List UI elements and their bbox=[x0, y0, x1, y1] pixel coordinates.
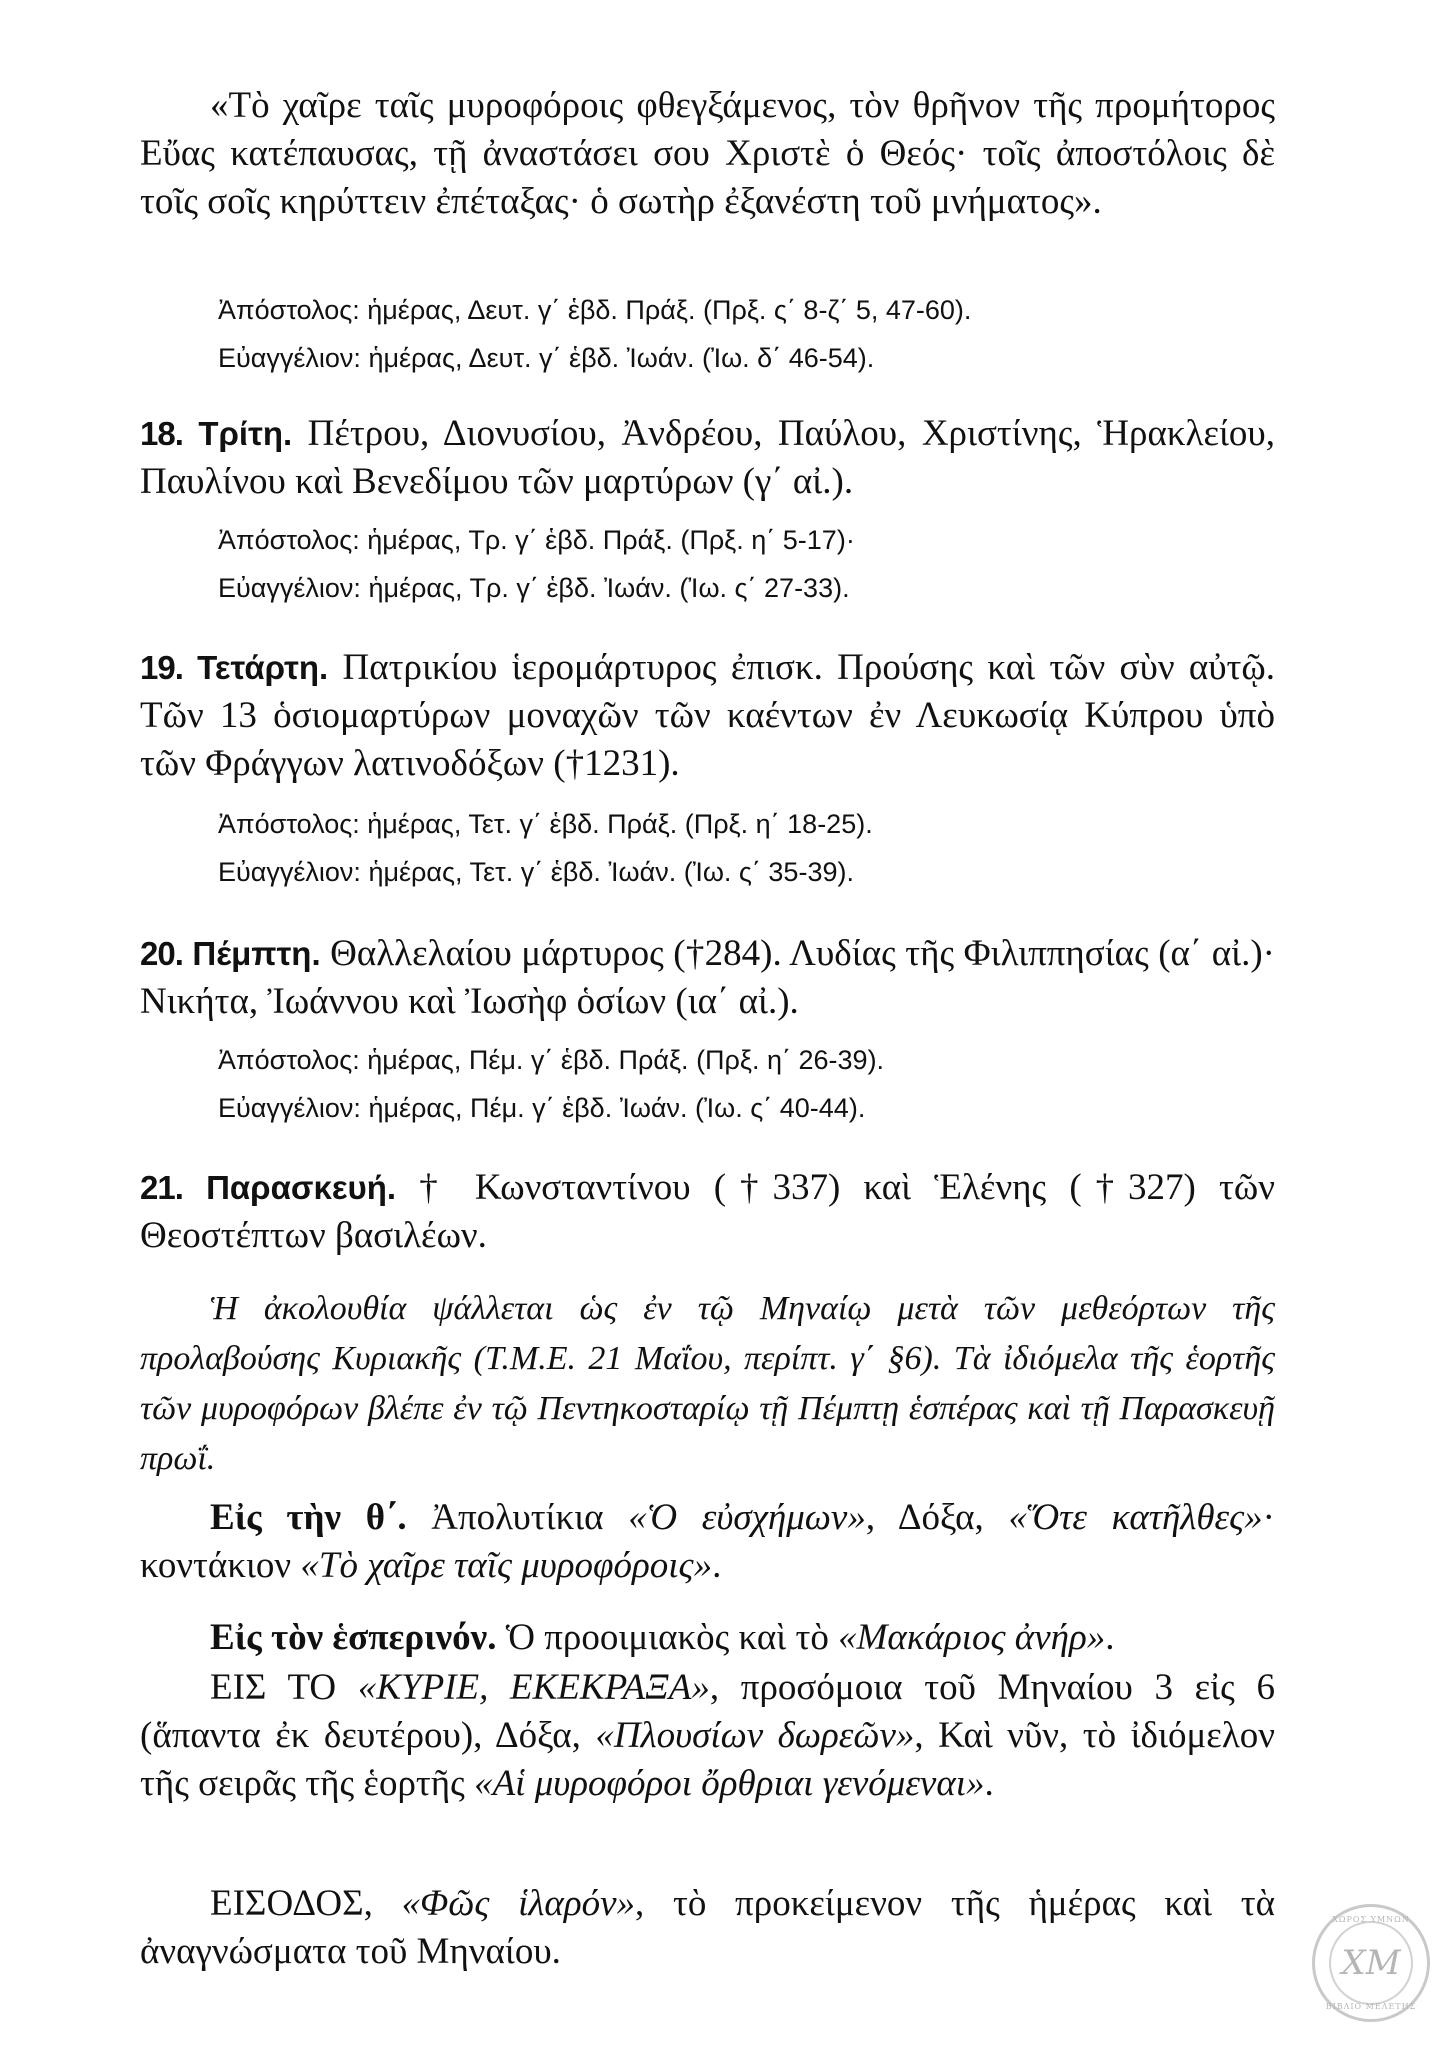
entry-19-day: Τετάρτη. bbox=[197, 649, 329, 686]
entrance-quote-1: «Φῶς ἱλαρόν» bbox=[401, 1883, 636, 1924]
rubric-text: Ἡ ἀκολουθία ψάλλεται ὡς ἐν τῷ Μηναίῳ μετὰ τῶν μεθεόρτων τῆς προλαβούσης Κυριακῆς (Τ.Μ.Ε. 21 Μαΐου, περίπτ. γ΄ §6). Τὰ ἰδιόμελα τῆς ἑορτῆς τῶν μυροφόρων βλέπε ἐν τῷ Πεντηκοσταρίῳ τῇ Πέμπτῃ ἑσπέρας καὶ τῇ Παρασκευῇ πρωΐ. bbox=[140, 1290, 1275, 1477]
ninth-hour-text-2: , Δόξα, bbox=[865, 1497, 1009, 1538]
ninth-hour-text-1: Ἀπολυτίκια bbox=[406, 1497, 629, 1538]
kyrie-quote-3: «Αἱ μυροφόροι ὄρθριαι γενόμεναι» bbox=[474, 1763, 985, 1804]
entrance-text-2: , τὸ προκείμενον τῆς ἡμέρας καὶ τὰ ἀναγνώσματα τοῦ Μηναίου. bbox=[140, 1883, 1275, 1972]
stamp-bottom-text: ΒΙΒΛΙΟ ΜΕΛΕΤΗΣ bbox=[1325, 2002, 1417, 2011]
intro-readings bbox=[218, 286, 1353, 382]
entry-20-day: Πέμπτη. bbox=[192, 935, 321, 972]
ninth-hour-quote-2: «Ὅτε κατῆλθες» bbox=[1008, 1497, 1263, 1538]
entry-20-readings bbox=[218, 1036, 1353, 1132]
entrance-text-1: ΕΙΣΟΔΟΣ, bbox=[210, 1883, 402, 1924]
entry-18-day: Τρίτη. bbox=[198, 415, 293, 452]
rubric-block bbox=[140, 1284, 1275, 1484]
ninth-hour-quote-1: «Ὁ εὐσχήμων» bbox=[628, 1497, 866, 1538]
intro-gospel: Εὐαγγέλιον: ἡμέρας, Δευτ. γ΄ ἑβδ. Ἰωάν. (Ἰω. δ΄ 46-54). bbox=[218, 343, 875, 373]
entry-21-number: 21. bbox=[140, 1169, 183, 1206]
entry-21-day: Παρασκευή. bbox=[206, 1169, 397, 1206]
entry-18-readings bbox=[218, 516, 1353, 612]
ninth-hour-text-4: . bbox=[712, 1545, 722, 1586]
kyrie-text-3: , Καὶ νῦν, τὸ ἰδιόμελον τῆς σειρᾶς τῆς ἑορτῆς bbox=[140, 1715, 1275, 1804]
entry-21 bbox=[140, 1164, 1275, 1260]
vespers-text-2: . bbox=[1105, 1617, 1115, 1658]
intro-text: «Τὸ χαῖρε ταῖς μυροφόροις φθεγξάμενος, τὸν θρῆνον τῆς προμήτορος Εὔας κατέπαυσας, τῇ ἀναστάσει σου Χριστὲ ὁ Θεός· τοῖς ἀποστόλοις δὲ τοῖς σοῖς κηρύττειν ἐπέταξας· ὁ σωτὴρ ἐξανέστη τοῦ μνήματος». bbox=[140, 85, 1275, 222]
entry-19-readings bbox=[218, 800, 1353, 896]
vespers-lead: Εἰς τὸν ἑσπερινόν. bbox=[210, 1617, 497, 1658]
ninth-hour-text-3: · κοντάκιον bbox=[140, 1497, 1275, 1586]
stamp-top-text: ΧΩΡΟΣ ΥΜΝΩΝ bbox=[1332, 1915, 1410, 1924]
kyrie-quote-2: «Πλουσίων δωρεῶν» bbox=[595, 1715, 915, 1756]
entrance-paragraph bbox=[140, 1880, 1275, 1976]
entry-18-number: 18. bbox=[140, 415, 183, 452]
kyrie-text-1: ΕΙΣ ΤΟ bbox=[210, 1667, 358, 1708]
intro-block bbox=[140, 82, 1275, 226]
entry-20-gospel: Εὐαγγέλιον: ἡμέρας, Πέμ. γ΄ ἑβδ. Ἰωάν. (Ἰω. ς΄ 40-44). bbox=[218, 1093, 866, 1123]
entry-18-gospel: Εὐαγγέλιον: ἡμέρας, Τρ. γ΄ ἑβδ. Ἰωάν. (Ἰω. ς΄ 27-33). bbox=[218, 573, 850, 603]
entry-19 bbox=[140, 644, 1275, 788]
kyrie-quote-1: «ΚΥΡΙΕ, ΕΚΕΚΡΑΞΑ» bbox=[357, 1667, 710, 1708]
intro-apostle: Ἀπόστολος: ἡμέρας, Δευτ. γ΄ ἑβδ. Πράξ. (Πρξ. ς΄ 8-ζ΄ 5, 47-60). bbox=[218, 295, 972, 325]
entry-18-text: Πέτρου, Διονυσίου, Ἀνδρέου, Παύλου, Χριστίνης, Ἡρακλείου, Παυλίνου καὶ Βενεδίμου τῶν μαρτύρων (γ΄ αἰ.). bbox=[140, 413, 1276, 502]
entry-20 bbox=[140, 930, 1275, 1026]
vespers-paragraph bbox=[140, 1614, 1275, 1662]
entry-21-text: † Κωνσταντίνου (†337) καὶ Ἑλένης (†327) τῶν Θεοστέπτων βασιλέων. bbox=[140, 1167, 1276, 1256]
vespers-text-1: Ὁ προοιμιακὸς καὶ τὸ bbox=[496, 1617, 839, 1658]
ninth-hour-quote-3: «Τὸ χαῖρε ταῖς μυροφόροις» bbox=[300, 1545, 713, 1586]
entry-20-text: Θαλλελαίου μάρτυρος (†284). Λυδίας τῆς Φιλιππησίας (α΄ αἰ.)· Νικήτα, Ἰωάννου καὶ Ἰωσὴφ ὁσίων (ια΄ αἰ.). bbox=[140, 933, 1275, 1022]
entry-20-apostle: Ἀπόστολος: ἡμέρας, Πέμ. γ΄ ἑβδ. Πράξ. (Πρξ. η΄ 26-39). bbox=[218, 1045, 885, 1075]
entry-19-number: 19. bbox=[140, 649, 183, 686]
entry-19-gospel: Εὐαγγέλιον: ἡμέρας, Τετ. γ΄ ἑβδ. Ἰωάν. (Ἰω. ς΄ 35-39). bbox=[218, 857, 854, 887]
kyrie-text-2: , προσόμοια τοῦ Μηναίου 3 εἰς 6 (ἅπαντα ἐκ δευτέρου), Δόξα, bbox=[140, 1667, 1275, 1756]
vespers-quote-1: «Μακάριος ἀνήρ» bbox=[838, 1617, 1106, 1658]
stamp-monogram: ΧΜ bbox=[1329, 1921, 1413, 2005]
kyrie-ekekraxa-paragraph bbox=[140, 1664, 1275, 1808]
entry-19-text: Πατρικίου ἱερομάρτυρος ἐπισκ. Προύσης καὶ τῶν σὺν αὐτῷ. Τῶν 13 ὁσιομαρτύρων μοναχῶν τῶν καέντων ἐν Λευκωσίᾳ Κύπρου ὑπὸ τῶν Φράγγων λατινοδόξων (†1231). bbox=[140, 647, 1276, 784]
entry-19-apostle: Ἀπόστολος: ἡμέρας, Τετ. γ΄ ἑβδ. Πράξ. (Πρξ. η΄ 18-25). bbox=[218, 809, 873, 839]
ninth-hour-lead: Εἰς τὴν θ΄. bbox=[210, 1497, 407, 1538]
kyrie-text-4: . bbox=[984, 1763, 994, 1804]
entry-18-apostle: Ἀπόστολος: ἡμέρας, Τρ. γ΄ ἑβδ. Πράξ. (Πρξ. η΄ 5-17)· bbox=[218, 525, 855, 555]
entry-18 bbox=[140, 410, 1275, 506]
entry-20-number: 20. bbox=[140, 935, 183, 972]
ninth-hour-paragraph bbox=[140, 1494, 1275, 1590]
watermark-stamp bbox=[1312, 1904, 1430, 2022]
